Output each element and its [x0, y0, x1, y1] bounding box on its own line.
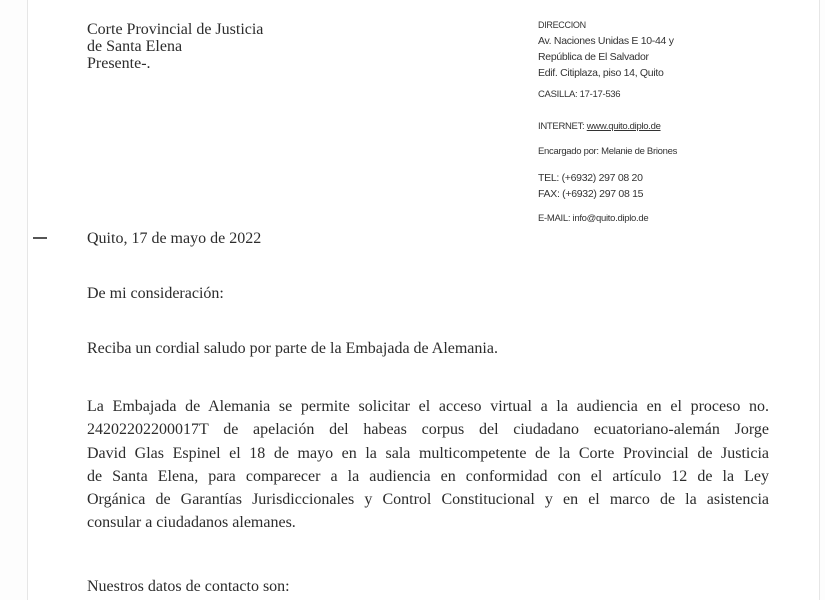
website-link[interactable]: www.quito.diplo.de: [586, 121, 661, 132]
addressee-block: [87, 21, 263, 72]
greeting: De mi consideración:: [87, 285, 224, 302]
addressee-line: Corte Provincial de Justicia: [87, 21, 264, 38]
paragraph-line: de Santa Elena, para comparecer a la audiencia en conformidad con el artículo 12 de la Ley: [87, 467, 769, 485]
sender-info-block: [538, 18, 677, 227]
paragraph-3: Nuestros datos de contacto son:: [87, 578, 290, 595]
address-line: Edif. Citiplaza, piso 14, Quito: [538, 66, 664, 79]
address-line: República de El Salvador: [538, 50, 649, 63]
email: E-MAIL: info@quito.diplo.de: [538, 213, 649, 224]
internet-row: [538, 120, 677, 135]
direccion-heading: DIRECCION: [538, 20, 586, 30]
fax: FAX: (+6932) 297 08 15: [538, 188, 644, 200]
fold-mark: [33, 237, 47, 239]
paragraph-line: consular a ciudadanos alemanes.: [87, 514, 296, 532]
telephone: TEL: (+6932) 297 08 20: [538, 172, 643, 184]
casilla: CASILLA: 17-17-536: [538, 88, 621, 100]
paragraph-line: Orgánica de Garantías Jurisdiccionales y Control Constitucional y en el marco de la asistencia: [87, 491, 769, 509]
paragraph-2: [87, 395, 769, 535]
paragraph-1: Reciba un cordial saludo por parte de la Embajada de Alemania.: [87, 340, 498, 357]
letter-date: Quito, 17 de mayo de 2022: [87, 230, 262, 247]
paragraph-line: 24202202200017T de apelación del habeas corpus del ciudadano ecuatoriano-alemán Jorge: [87, 421, 769, 439]
paragraph-line: La Embajada de Alemania se permite solicitar el acceso virtual a la audiencia en el proceso no.: [87, 398, 769, 415]
addressee-line: Presente-.: [87, 55, 151, 72]
encargado: Encargado por: Melanie de Briones: [538, 145, 678, 157]
addressee-line: de Santa Elena: [87, 38, 183, 55]
paragraph-line: David Glas Espinel el 18 de mayo en la sala multicompetente de la Corte Provincial de Justicia: [87, 444, 769, 462]
internet-label: INTERNET:: [538, 121, 585, 132]
address-line: Av. Naciones Unidas E 10-44 y: [538, 34, 674, 47]
